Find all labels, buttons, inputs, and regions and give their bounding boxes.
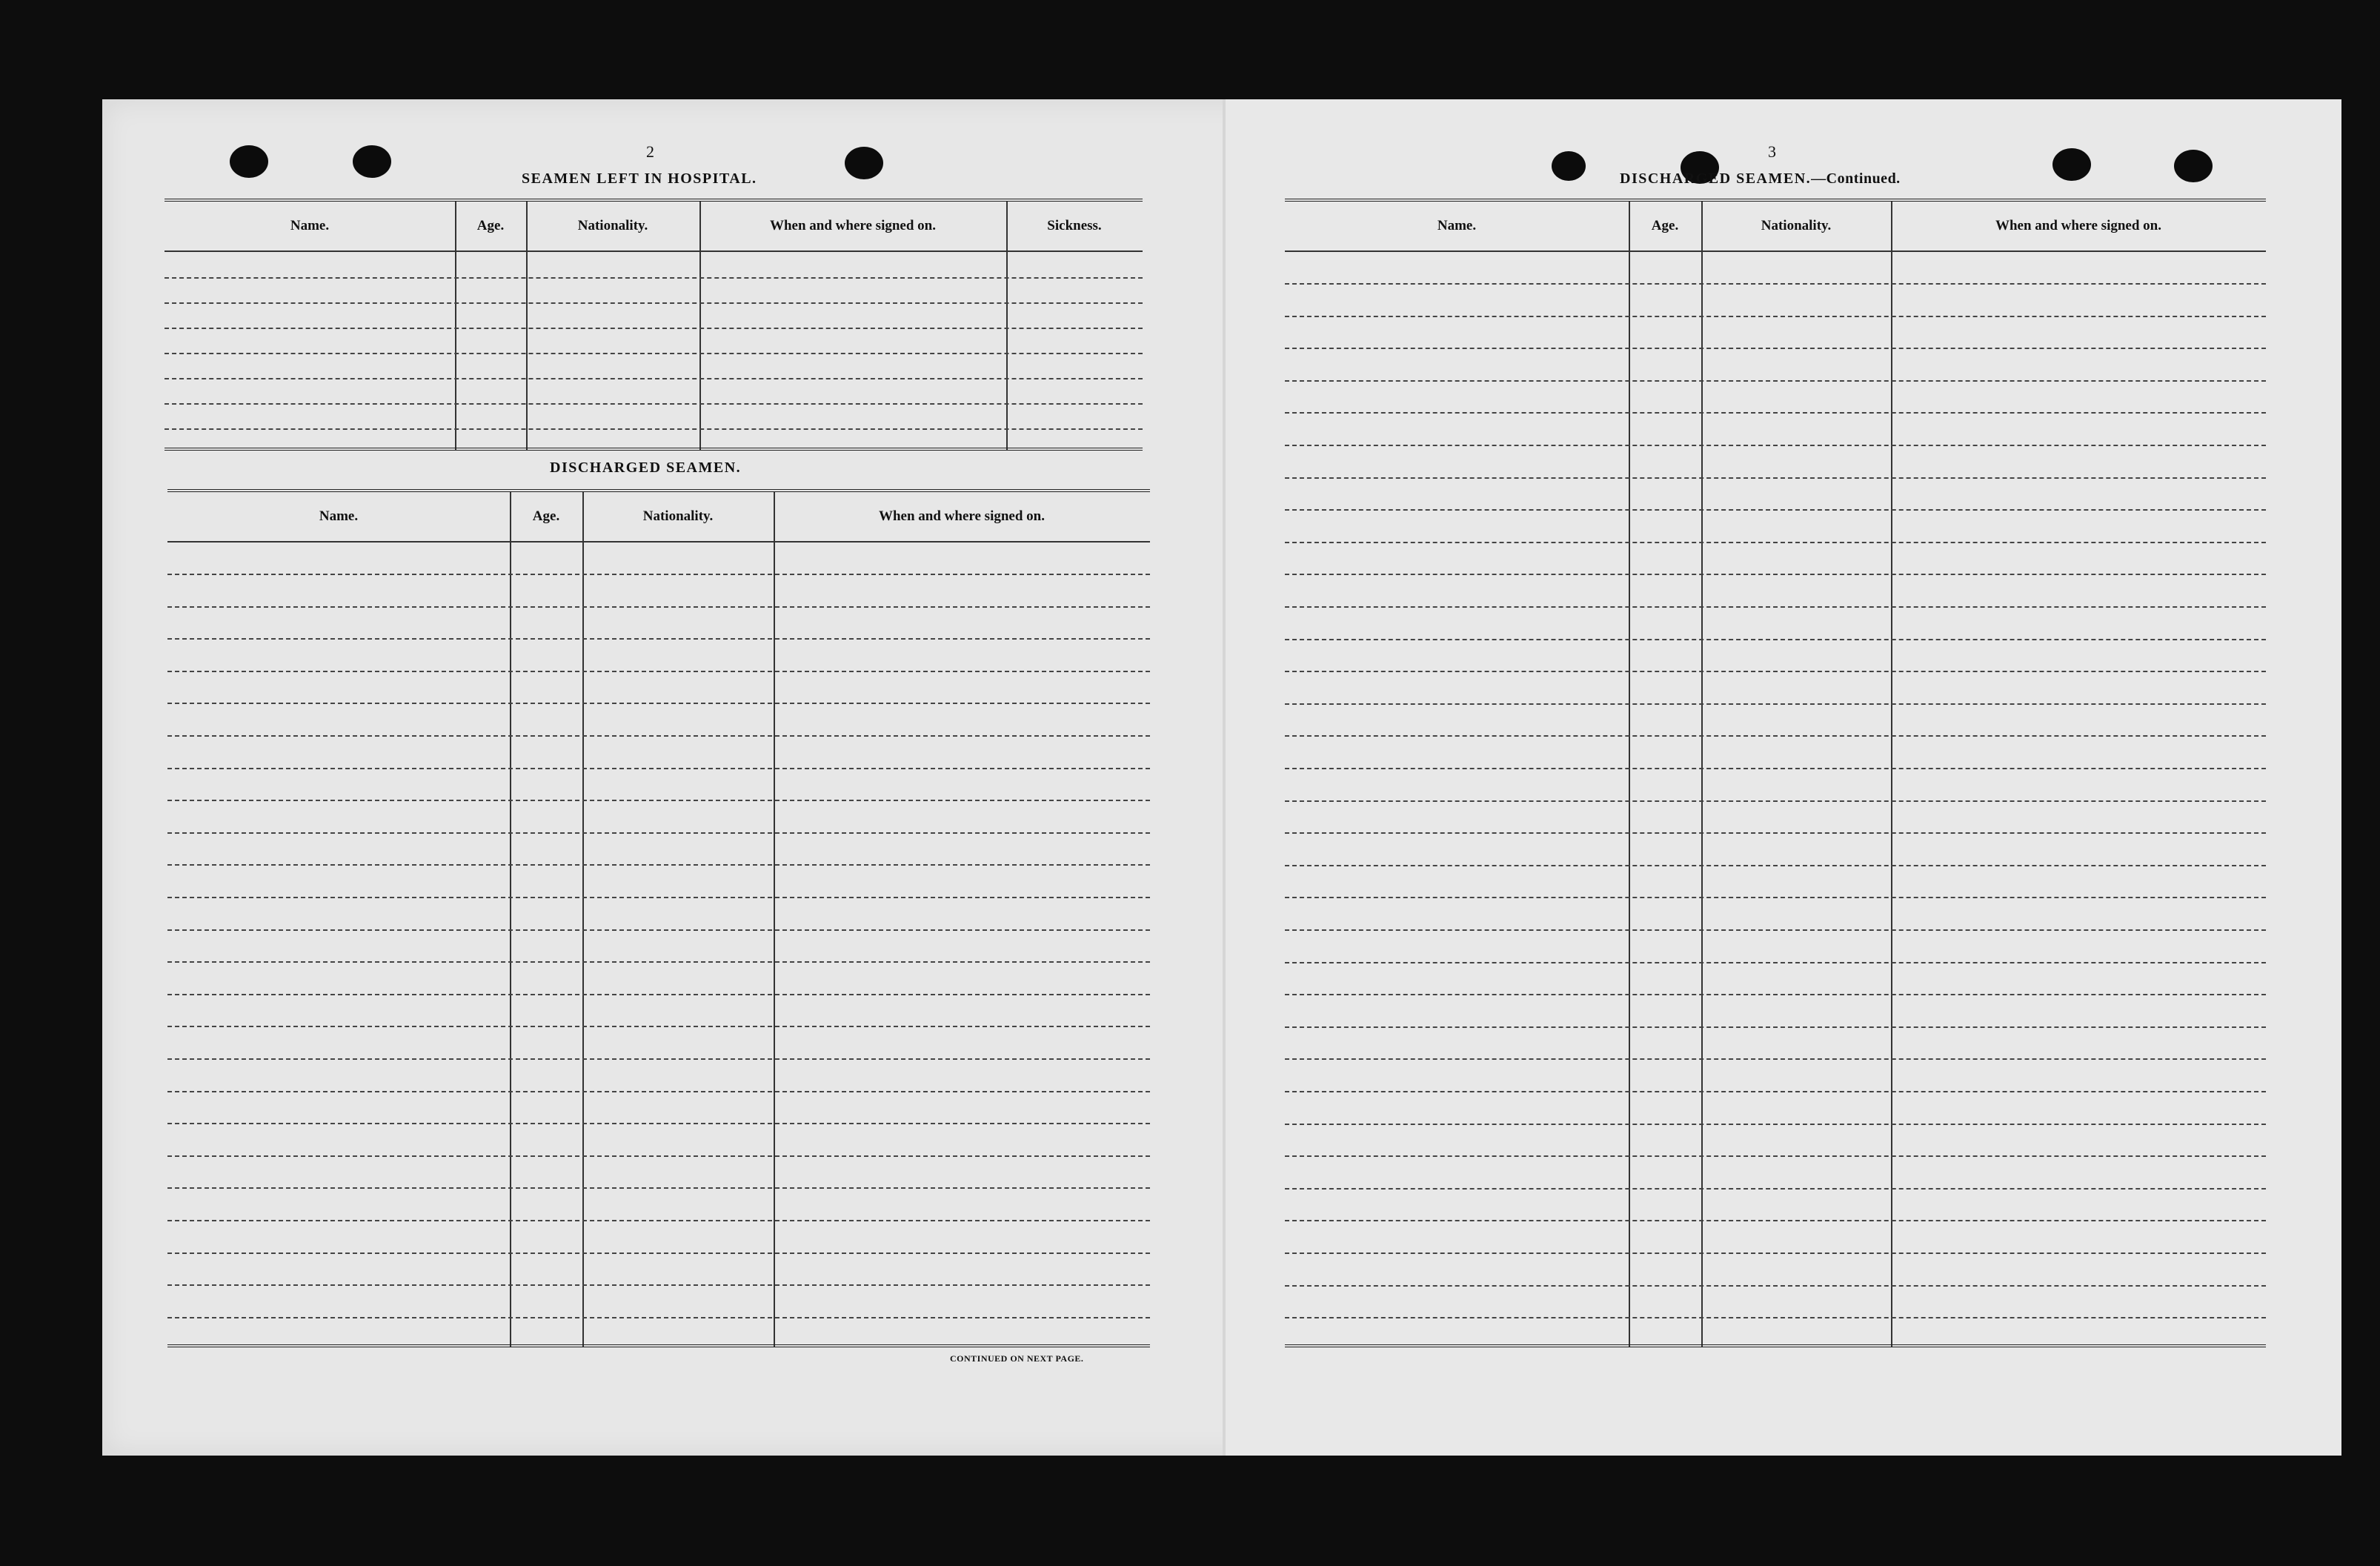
ruled-line <box>167 735 1150 737</box>
ruled-line <box>1285 800 2266 802</box>
ruled-line <box>167 1317 1150 1318</box>
ruled-line <box>167 1253 1150 1254</box>
column-header: Age. <box>1651 218 1679 233</box>
ruled-line <box>167 768 1150 769</box>
page-number: 3 <box>1768 142 1776 161</box>
ruled-line <box>1285 703 2266 705</box>
ruled-line <box>167 1058 1150 1060</box>
column-header: When and where signed on. <box>878 508 1045 524</box>
ruled-line <box>1285 1253 2266 1254</box>
column-header: Nationality. <box>642 508 714 524</box>
ruled-line <box>167 1284 1150 1286</box>
ruled-line <box>1285 574 2266 575</box>
ruled-line <box>167 671 1150 672</box>
column-header: Nationality. <box>1761 218 1832 233</box>
punch-hole <box>1552 151 1586 181</box>
ruled-line <box>1285 1091 2266 1092</box>
column-header: Name. <box>319 508 359 524</box>
ruled-line <box>167 1220 1150 1221</box>
ruled-line <box>1285 929 2266 931</box>
punch-hole <box>2174 150 2213 182</box>
ruled-line <box>1285 477 2266 479</box>
discharged-table <box>167 489 1150 1347</box>
ruled-line <box>167 1091 1150 1092</box>
ruled-line <box>1285 865 2266 866</box>
ruled-line <box>1285 897 2266 898</box>
punch-hole <box>230 145 268 178</box>
ruled-line <box>167 1026 1150 1027</box>
punch-hole <box>845 147 883 179</box>
title-suffix: —Continued. <box>1811 170 1901 187</box>
ruled-line <box>1285 671 2266 672</box>
ruled-line <box>167 994 1150 995</box>
ruled-line <box>167 897 1150 898</box>
ruled-line <box>167 1123 1150 1124</box>
ruled-line <box>167 574 1150 575</box>
ruled-line <box>1285 1155 2266 1157</box>
hospital-table <box>164 199 1143 451</box>
hospital-section-title: SEAMEN LEFT IN HOSPITAL. <box>522 170 757 187</box>
continued-note: CONTINUED ON NEXT PAGE. <box>950 1353 1084 1364</box>
ruled-line <box>167 929 1150 931</box>
discharged-continued-title <box>1620 170 1901 188</box>
punch-hole <box>2052 148 2091 181</box>
ruled-line <box>1285 1285 2266 1287</box>
ruled-line <box>1285 639 2266 640</box>
ruled-line <box>1285 1317 2266 1318</box>
discharged-section-title: DISCHARGED SEAMEN. <box>550 459 742 476</box>
ruled-line <box>1285 1188 2266 1190</box>
column-header: When and where signed on. <box>769 218 936 233</box>
ruled-line <box>1285 606 2266 608</box>
ruled-line <box>1285 380 2266 382</box>
ruled-line <box>167 832 1150 834</box>
ruled-line <box>1285 1026 2266 1028</box>
discharged-continued-table <box>1285 199 2266 1347</box>
column-header: Age. <box>532 508 560 524</box>
ruled-line <box>167 703 1150 704</box>
column-header: Age. <box>476 218 505 233</box>
column-header: When and where signed on. <box>1995 218 2161 233</box>
ruled-line <box>1285 445 2266 446</box>
ruled-line <box>1285 542 2266 543</box>
column-header: Sickness. <box>1047 218 1102 233</box>
column-header: Nationality. <box>577 218 648 233</box>
ruled-line <box>167 1187 1150 1189</box>
ruled-line <box>1285 1220 2266 1221</box>
column-header: Name. <box>290 218 330 233</box>
ruled-line <box>1285 962 2266 963</box>
ruled-line <box>1285 412 2266 414</box>
column-header: Name. <box>1437 218 1477 233</box>
page-number: 2 <box>646 142 654 161</box>
ruled-line <box>1285 735 2266 737</box>
ruled-line <box>1285 768 2266 769</box>
ruled-line <box>167 961 1150 963</box>
ruled-line <box>1285 1058 2266 1060</box>
ruled-line <box>167 864 1150 866</box>
ruled-line <box>1285 1124 2266 1125</box>
ruled-line <box>1285 832 2266 834</box>
page-fold <box>1223 99 1226 1456</box>
ruled-line <box>1285 994 2266 995</box>
ruled-line <box>1285 283 2266 285</box>
ruled-line <box>167 638 1150 640</box>
punch-hole <box>353 145 391 178</box>
title-main: DISCHARGED SEAMEN. <box>1620 170 1812 187</box>
ruled-line <box>167 1155 1150 1157</box>
ruled-line <box>167 606 1150 608</box>
ruled-line <box>167 800 1150 801</box>
ruled-line <box>1285 316 2266 317</box>
ruled-line <box>1285 509 2266 511</box>
ruled-line <box>1285 348 2266 349</box>
